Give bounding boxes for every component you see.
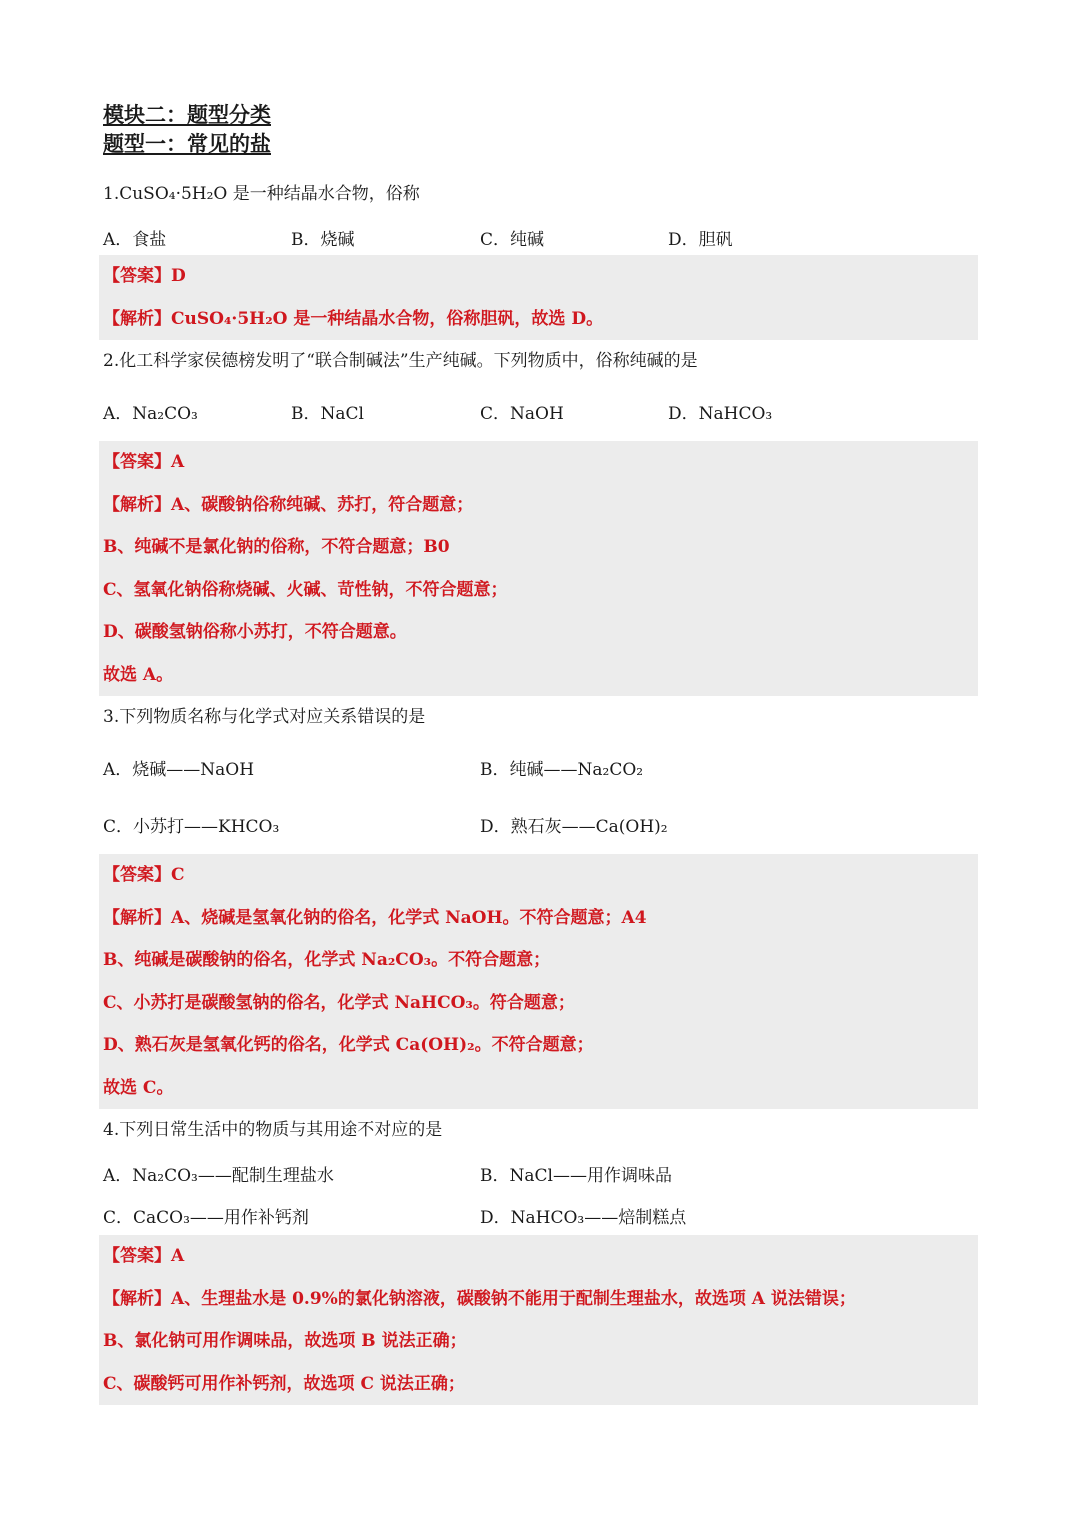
analysis-line: 【解析】A、烧碱是氢氧化钠的俗名，化学式 NaOH。不符合题意；A4 — [103, 907, 647, 928]
analysis-line: D、碳酸氢钠俗称小苏打，不符合题意。 — [103, 622, 407, 642]
question-4-answer-box — [99, 1235, 978, 1405]
q1-option-a: A．食盐 — [103, 230, 167, 250]
document-page — [103, 100, 978, 1405]
analysis-line: 【解析】A、碳酸钠俗称纯碱、苏打，符合题意； — [103, 494, 474, 515]
module-heading: 模块二：题型分类 — [103, 102, 271, 127]
analysis-line: 【解析】A、生理盐水是 0.9%的氯化钠溶液，碳酸钠不能用于配制生理盐水，故选项 A 说法错误； — [103, 1288, 856, 1309]
q2-option-b: B．NaCl — [291, 404, 364, 424]
q4-option-a: A．Na₂CO₃——配制生理盐水 — [103, 1166, 334, 1186]
question-2-answer-box — [99, 441, 978, 696]
question-3-options-row-1 — [103, 755, 978, 780]
q4-option-b: B．NaCl——用作调味品 — [480, 1166, 672, 1186]
q1-option-c: C．纯碱 — [480, 230, 545, 250]
question-2-stem: 2.化工科学家侯德榜发明了“联合制碱法”生产纯碱。下列物质中，俗称纯碱的是 — [103, 351, 698, 371]
question-type-heading: 题型一：常见的盐 — [103, 131, 271, 156]
analysis-line: B、纯碱不是氯化钠的俗称，不符合题意；B0 — [103, 537, 450, 557]
question-1-stem: 1.CuSO₄·5H₂O 是一种结晶水合物，俗称 — [103, 184, 420, 204]
question-4-options-row-2 — [103, 1203, 978, 1228]
question-3-answer-box — [99, 854, 978, 1109]
question-4-stem: 4.下列日常生活中的物质与其用途不对应的是 — [103, 1120, 443, 1140]
q3-option-c: C．小苏打——KHCO₃ — [103, 817, 280, 837]
question-3-stem: 3.下列物质名称与化学式对应关系错误的是 — [103, 707, 426, 727]
question-1-options — [103, 225, 978, 250]
q4-option-c: C．CaCO₃——用作补钙剂 — [103, 1208, 309, 1228]
analysis-line: 【解析】CuSO₄·5H₂O 是一种结晶水合物，俗称胆矾，故选 D。 — [103, 308, 604, 329]
question-3-options-row-2 — [103, 812, 978, 837]
q3-option-a: A．烧碱——NaOH — [103, 760, 255, 780]
conclusion-line: 故选 A。 — [103, 664, 174, 685]
question-2-options — [103, 399, 978, 424]
q2-option-d: D．NaHCO₃ — [668, 404, 773, 424]
question-1-answer-box — [99, 255, 978, 340]
q4-option-d: D．NaHCO₃——焙制糕点 — [480, 1208, 687, 1228]
answer-line: 【答案】D — [103, 266, 186, 286]
q3-option-d: D．熟石灰——Ca(OH)₂ — [480, 817, 668, 837]
analysis-line: C、碳酸钙可用作补钙剂，故选项 C 说法正确； — [103, 1373, 465, 1394]
conclusion-line: 故选 C。 — [103, 1077, 174, 1098]
q1-option-d: D．胆矾 — [668, 230, 733, 250]
analysis-line: C、小苏打是碳酸氢钠的俗名，化学式 NaHCO₃。符合题意； — [103, 992, 575, 1013]
q1-option-b: B．烧碱 — [291, 230, 355, 250]
analysis-line: D、熟石灰是氢氧化钙的俗名，化学式 Ca(OH)₂。不符合题意； — [103, 1035, 594, 1055]
question-4-options-row-1 — [103, 1161, 978, 1186]
answer-line: 【答案】C — [103, 865, 185, 885]
answer-line: 【答案】A — [103, 452, 185, 472]
q2-option-a: A．Na₂CO₃ — [103, 404, 198, 424]
analysis-line: B、纯碱是碳酸钠的俗名，化学式 Na₂CO₃。不符合题意； — [103, 950, 551, 970]
answer-line: 【答案】A — [103, 1246, 185, 1266]
analysis-line: B、氯化钠可用作调味品，故选项 B 说法正确； — [103, 1331, 467, 1351]
analysis-line: C、氢氧化钠俗称烧碱、火碱、苛性钠，不符合题意； — [103, 579, 508, 600]
q3-option-b: B．纯碱——Na₂CO₂ — [480, 760, 644, 780]
q2-option-c: C．NaOH — [480, 404, 564, 424]
